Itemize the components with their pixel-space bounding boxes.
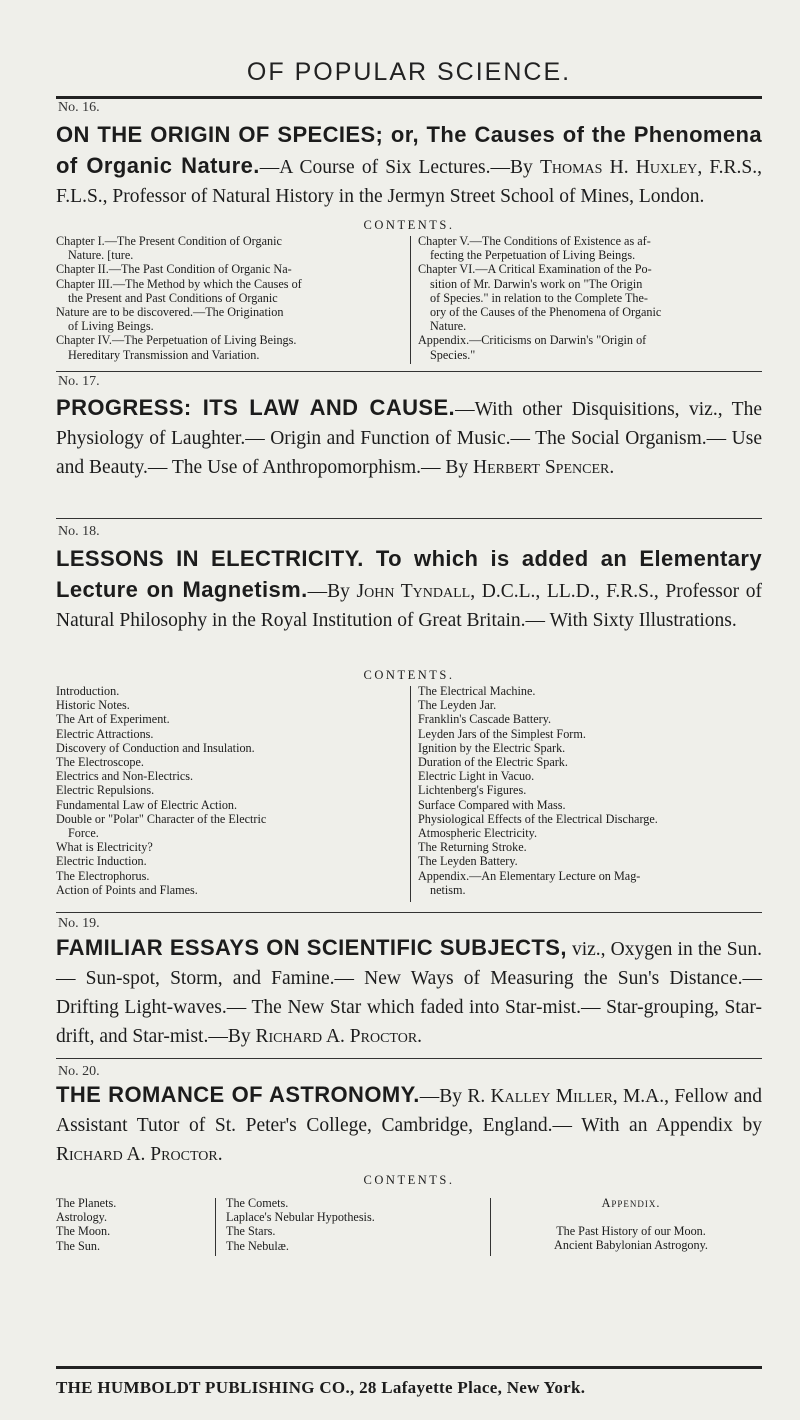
contents-item: Surface Compared with Mass. (418, 797, 566, 812)
book-entry-20 (56, 1080, 762, 1169)
contents-item: of Living Beings. (68, 319, 154, 334)
book-number: No. 17. (58, 374, 100, 389)
contents-item: The Electrophorus. (56, 868, 150, 883)
footer-rule (56, 1366, 762, 1369)
contents-item: The Art of Experiment. (56, 712, 170, 727)
contents-item: Electric Induction. (56, 854, 147, 869)
section-rule (56, 1058, 762, 1059)
section-rule (56, 518, 762, 519)
contents-item: Appendix.—Criticisms on Darwin's "Origin of (418, 333, 647, 348)
contents-item: of Species." in relation to the Complete The- (430, 290, 648, 305)
contents-item: Electric Repulsions. (56, 783, 155, 798)
book-author: Richard A. Proctor (255, 1026, 418, 1047)
contents-item: sition of Mr. Darwin's work on "The Origin (430, 276, 643, 291)
column-divider (410, 236, 411, 364)
contents-item: Chapter IV.—The Perpetuation of Living Beings. (56, 333, 297, 348)
book-title: FAMILIAR ESSAYS ON SCIENTIFIC SUBJECTS, (56, 935, 567, 960)
contents-item: Leyden Jars of the Simplest Form. (418, 726, 586, 741)
contents-item: Duration of the Electric Spark. (418, 755, 568, 770)
contents-item: Hereditary Transmission and Variation. (68, 347, 260, 362)
contents-item: Fundamental Law of Electric Action. (56, 797, 238, 812)
contents-item: Electric Attractions. (56, 726, 154, 741)
contents-item: The Sun. (56, 1238, 101, 1253)
column-divider (215, 1198, 216, 1256)
contents-item: Nature. [ture. (68, 248, 134, 263)
contents-item: The Returning Stroke. (418, 840, 527, 855)
contents-item: Chapter VI.—A Critical Examination of the Po- (418, 262, 652, 277)
contents-left-column (56, 234, 401, 362)
contents-item: Discovery of Conduction and Insulation. (56, 740, 255, 755)
contents-left-column (56, 684, 401, 897)
contents-item: The Stars. (226, 1224, 276, 1239)
contents-item: The Planets. (56, 1196, 117, 1210)
contents-item: Ignition by the Electric Spark. (418, 740, 566, 755)
contents-heading: CONTENTS. (363, 1173, 455, 1187)
header-rule (56, 96, 762, 99)
book-title: LESSONS IN ELECTRICITY. To which is added an Elementary Lecture on Magnetism. (56, 546, 762, 602)
contents-item: The Past History of our Moon. (556, 1224, 706, 1239)
contents-item: Lichtenberg's Figures. (418, 783, 527, 798)
book-author: R. Kalley Miller (467, 1086, 613, 1107)
contents-item: The Nebulæ. (226, 1238, 289, 1253)
contents-right-column (418, 234, 762, 362)
book-author: Herbert Spencer (473, 457, 610, 478)
contents-item: The Leyden Battery. (418, 854, 518, 869)
contents-item: Franklin's Cascade Battery. (418, 712, 552, 727)
contents-item: Species." (430, 347, 476, 362)
book-author: Richard A. Proctor (56, 1144, 218, 1165)
book-description: FAMILIAR ESSAYS ON SCIENTIFIC SUBJECTS, viz., Oxygen in the Sun.— Sun-spot, Storm, and Famine.— New Ways of Measuring the Sun's Distance.— Drifting Light-waves.— The New Star which faded into Star-mist.— Star-grouping, Star-drift, and Star-mist.—By Richard A. Proctor. (56, 935, 762, 1047)
contents-item: What is Electricity? (56, 840, 153, 855)
contents-item: Laplace's Nebular Hypothesis. (226, 1210, 375, 1225)
book-author: John Tyndall (356, 581, 471, 602)
contents-item: The Leyden Jar. (418, 698, 497, 713)
publisher-footer: THE HUMBOLDT PUBLISHING CO., 28 Lafayette Place, New York. (56, 1378, 586, 1397)
contents-item: The Electroscope. (56, 755, 144, 770)
contents-right-column (418, 684, 762, 897)
book-entry-17 (56, 393, 762, 482)
contents-item: Chapter V.—The Conditions of Existence as af- (418, 234, 651, 248)
contents-item: fecting the Perpetuation of Living Beings. (430, 248, 636, 263)
book-number: No. 20. (58, 1064, 100, 1079)
section-rule (56, 912, 762, 913)
contents-column-1 (56, 1196, 206, 1253)
column-divider (490, 1198, 491, 1256)
book-entry-19 (56, 933, 762, 1051)
book-description: ON THE ORIGIN OF SPECIES; or, The Causes of the Phenomena of Organic Nature.—A Course of Six Lectures.—By Thomas H. Huxley, F.R.S., F.L.S., Professor of Natural History in the Jermyn Street School of Mines, London. (56, 122, 763, 207)
book-description: LESSONS IN ELECTRICITY. To which is added an Elementary Lecture on Magnetism.—By John Tyndall, D.C.L., LL.D., F.R.S., Professor of Natural Philosophy in the Royal Institution of Great Britain.— With Sixty Illustrations. (56, 546, 762, 631)
book-number: No. 16. (58, 100, 100, 115)
contents-item: netism. (430, 882, 466, 897)
contents-item: Historic Notes. (56, 698, 130, 713)
contents-item: Appendix.—An Elementary Lecture on Mag- (418, 868, 641, 883)
contents-column-3 (500, 1196, 762, 1253)
contents-item: Astrology. (56, 1210, 108, 1225)
contents-item: The Moon. (56, 1224, 111, 1239)
contents-item: The Comets. (226, 1196, 289, 1210)
book-title: THE ROMANCE OF ASTRONOMY. (56, 1082, 420, 1107)
contents-item: Nature. (430, 319, 467, 334)
contents-heading: CONTENTS. (363, 218, 455, 232)
contents-item: Ancient Babylonian Astrogony. (554, 1238, 708, 1253)
appendix-heading: Appendix. (601, 1196, 661, 1210)
contents-item: the Present and Past Conditions of Organic (68, 290, 278, 305)
contents-item: Double or "Polar" Character of the Electric (56, 811, 267, 826)
book-author: Thomas H. Huxley (539, 157, 698, 178)
book-number: No. 18. (58, 524, 100, 539)
book-number: No. 19. (58, 916, 100, 931)
contents-column-2 (226, 1196, 486, 1253)
contents-item: Chapter II.—The Past Condition of Organic Na- (56, 262, 292, 277)
book-title: PROGRESS: ITS LAW AND CAUSE. (56, 395, 456, 420)
contents-heading: CONTENTS. (363, 668, 455, 682)
contents-item: Atmospheric Electricity. (418, 826, 538, 841)
contents-item: Introduction. (56, 684, 120, 698)
page-header: OF POPULAR SCIENCE. (246, 58, 572, 86)
contents-item: Electrics and Non-Electrics. (56, 769, 194, 784)
contents-item: Force. (68, 826, 99, 841)
contents-item: Electric Light in Vacuo. (418, 769, 535, 784)
section-rule (56, 371, 762, 372)
book-entry-18 (56, 544, 762, 635)
contents-item: ory of the Causes of the Phenomena of Organic (430, 305, 662, 320)
book-description: PROGRESS: ITS LAW AND CAUSE.—With other Disquisitions, viz., The Physiology of Laughter.— Origin and Function of Music.— The Social Organism.— Use and Beauty.— The Use of Anthropomorphism.— By Herbert Spencer. (56, 395, 762, 478)
book-entry-16 (56, 120, 762, 211)
book-title: ON THE ORIGIN OF SPECIES; or, The Causes of the Phenomena of Organic Nature. (56, 122, 762, 178)
column-divider (410, 686, 411, 902)
contents-item: Physiological Effects of the Electrical Discharge. (418, 811, 658, 826)
contents-item: Nature are to be discovered.—The Origination (56, 305, 284, 320)
contents-item: Chapter III.—The Method by which the Causes of (56, 276, 302, 291)
contents-item: The Electrical Machine. (418, 684, 536, 698)
contents-item: Chapter I.—The Present Condition of Organic (56, 234, 282, 248)
contents-item: Action of Points and Flames. (56, 882, 198, 897)
book-description: THE ROMANCE OF ASTRONOMY.—By R. Kalley Miller, M.A., Fellow and Assistant Tutor of St. Peter's College, Cambridge, England.— With an Appendix by Richard A. Proctor. (56, 1082, 762, 1165)
